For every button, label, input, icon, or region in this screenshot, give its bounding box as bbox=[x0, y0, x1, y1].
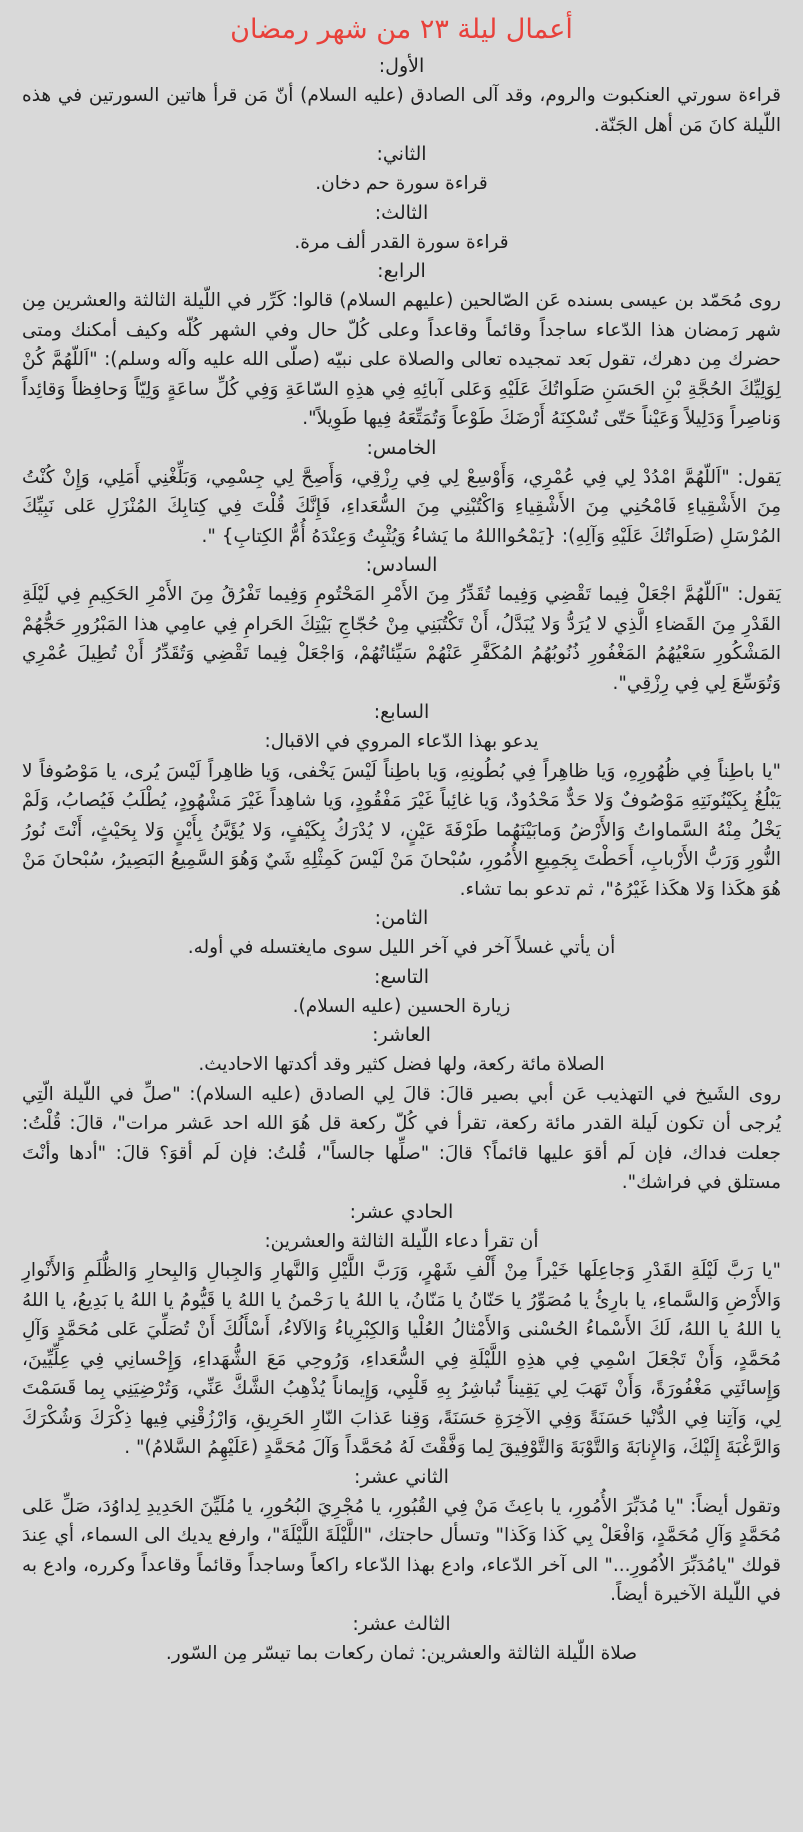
section-label: الرابع: bbox=[377, 260, 426, 282]
section-paragraph: أن يأتي غسلاً آخر في آخر الليل سوى مايغتسله في أوله. bbox=[187, 937, 616, 958]
section-label: الأول: bbox=[378, 55, 425, 77]
section-label: الخامس: bbox=[366, 436, 437, 459]
section-label: السابع: bbox=[373, 701, 430, 723]
section-paragraph: "يا باطِناً فِي ظُهُورِهِ، وَيا ظاهِراً فِي بُطُونِهِ، وَيا باطِناً لَيْسَ يَخْفى، وَيا ظاهِراً لَيْسَ يُرى، يا مَوْصُوفاً لا يَبْلُغُ بِكَيْنُونَتِهِ مَوْصُوفٌ وَلا حَدٌّ مَحْدُودٌ، وَيا غائِباً غَيْرَ مَفْقُودٍ، وَيا شاهِداً غَيْرَ مَشْهُودٍ، يُطْلَبُ فَيُصابُ، وَلَمْ يَخْلُ مِنْهُ السَّماواتُ وَالأَرْضُ وَمابَيْنَهُما طَرْفَةَ عَيْنٍ، لا يُدْرَكُ بِكَيْفٍ، وَلا يُؤَيَّنُ بِأَيْنٍ وَلا بِحَيْثٍ، أَنْتَ نُورُ النُّورِ وَرَبُّ الأَرْبابِ، أَحَطْتَ بِجَمِيعِ الأُمُورِ، سُبْحانَ مَنْ لَيْسَ كَمِثْلِهِ شَيٌ وَهُوَ السَّمِيعُ البَصِيرُ، سُبْحانَ مَنْ هُوَ هكَذا وَلا هكَذا غَيْرُهُ"، ثم تدعو بما تشاء. bbox=[22, 760, 781, 900]
section-paragraph: وتقول أيضاً: "يا مُدَبِّرَ الأُمُورِ، يا باعِثَ مَنْ فِي القُبُورِ، يا مُجْرِيَ البُحُورِ، يا مُلَيِّنَ الحَدِيدِ لِداوُدَ، صَلِّ عَلى مُحَمَّدٍ وَآلِ مُحَمَّدٍ، وَافْعَلْ بِي كَذا وَكَذا" وتسأل حاجتك، "اللَّيْلَةَ اللَّيْلَةَ"، وارفع يديك الى السماء، أي عِندَ قولك "يامُدَبِّرَ الاُمُورِ..." الى آخر الدّعاء، وادع بهذا الدّعاء راكعاً وساجداً وقائماً وقاعداً وكرره، وادع به في اللّيلة الآخيرة أيضاً. bbox=[22, 1495, 781, 1605]
section-label: الثاني: bbox=[376, 143, 427, 165]
section-paragraph: قراءة سورتي العنكبوت والروم، وقد آلى الصادق (عليه السلام) أنّ مَن قرأ هاتين السورتين في هذه اللّيلة كانَ مَن أهل الجَنّة. bbox=[22, 85, 781, 136]
section-paragraph: يدعو بهذا الدّعاء المروي في الاقبال: bbox=[264, 731, 539, 752]
section-paragraph: قراءة سورة حم دخان. bbox=[315, 173, 488, 194]
section-label: الثالث عشر: bbox=[352, 1612, 451, 1635]
section-paragraph: الصلاة مائة ركعة، ولها فضل كثير وقد أكدتها الاحاديث. bbox=[198, 1054, 605, 1075]
section-label: الحادي عشر: bbox=[349, 1200, 454, 1223]
page-title: أعمال ليلة ٢٣ من شهر رمضان bbox=[230, 14, 573, 45]
section-paragraph: صلاة اللّيلة الثالثة والعشرين: ثمان ركعات بما تيسّر مِن السّور. bbox=[165, 1642, 638, 1664]
section-label: العاشر: bbox=[372, 1024, 431, 1046]
section-paragraph: يَقول: "اَللّهُمَّ امْدُدْ لِي فِي عُمْرِي، وَأَوْسِعْ لِي فِي رِزْقِي، وَأَصِحَّ لِي جِسْمِي، وَبَلِّغْنِي أَمَلِي، وَإِنْ كُنْتُ مِنَ الأَشْقِياءِ فَامْحُنِي مِنَ الأَشْقِياءِ وَاكْتُبْنِي مِنَ السُّعَداءِ، فَإِنَّكَ قُلْتَ فِي كِتابِكَ المُنْزَلِ عَلى نَبِيِّكَ المُرْسَلِ (صَلَواتُكَ عَلَيْهِ وَآلِهِ): {يَمْحُوااللهُ ما يَشاءُ وَيُثْبِتُ وَعِنْدَهُ أُمُّ الكِتابِ} ". bbox=[22, 466, 781, 547]
document-body bbox=[22, 52, 781, 1668]
section-label: الثالث: bbox=[374, 201, 429, 224]
section-label: الثامن: bbox=[374, 907, 429, 929]
section-paragraph: روى الشَيخ في التهذيب عَن أبي بصير قالَ: قالَ لِي الصادق (عليه السلام): "صلِّ في اللّيلة الّتِي يُرجى أن تكون لَيلة القدر مائة ركعة، تقرأ في كُلّ ركعة قل هُوَ الله احد عَشر مرات"، قالَ: قُلْتُ: جعلت فداك، فإن لَم أقوَ عليها قائماً؟ قالَ: "صلِّها جالساً"، قُلتُ: فإن لَم أقوَ؟ قالَ: "أدها وأنْتَ مستلق في فراشك". bbox=[22, 1083, 781, 1193]
section-paragraph: زيارة الحسين (عليه السلام). bbox=[292, 995, 511, 1017]
section-paragraph: يَقول: "اَللّهُمَّ اجْعَلْ فِيما تَقْضِي وَفِيما تُقَدِّرُ مِنَ الأَمْرِ المَحْتُومِ وَفِيما تَفْرُقُ مِنَ الأَمْرِ الحَكِيمِ فِي لَيْلَةِ القَدْرِ مِنَ القَضاءِ الَّذِي لا يُرَدُّ وَلا يُبَدَّلُ، أَنْ تَكْتُبَنِي مِنْ حُجّاجِ بَيْتِكَ الحَرامِ فِي عامِي هذا المَبْرُورِ حَجُّهُمْ المَشْكُورِ سَعْيُهُمُ المَغْفُورِ ذُنُوبُهُمُ المُكَفَّرِ عَنْهُمْ سَيِّئاتُهُمْ، وَاجْعَلْ فِيما تَقْضِي وَتُقَدِّرُ أَنْ تُطِيلَ عُمْرِي وَتُوَسِّعَ لِي فِي رِزْقِي". bbox=[22, 584, 781, 694]
section-paragraph: روى مُحَمّد بن عيسى بسنده عَن الصّالحين (عليهم السلام) قالوا: كَرِّر في اللّيلة الثالثة والعشرين مِن شهر رَمضان هذا الدّعاء ساجداً وقائماً وقاعداً وعلى كُلّ حال وفي الشهر كُلّه وكيف أمكنك ومتى حضرك مِن دهرك، تقول بَعد تمجيده تعالى والصلاة على نبيّه (صلّى الله عليه وآله وسلم): "اَللّهُمَّ كُنْ لِوَلِيِّكَ الحُجَّةِ بْنِ الحَسَنِ صَلَواتُكَ عَلَيْهِ وَعَلى آبائِهِ فِي هذِهِ السّاعَةِ وَفِي كُلِّ ساعَةٍ وَلِيّاً وَحافِظاً وَقائِداً وَناصِراً وَدَلِيلاً وَعَيْناً حَتّى تُسْكِنَهُ أَرْضَكَ طَوْعاً وَتُمَتِّعَهُ فِيها طَوِيلاً". bbox=[22, 290, 781, 429]
section-label: التاسع: bbox=[373, 965, 430, 988]
section-paragraph: قراءة سورة القدر ألف مرة. bbox=[294, 231, 509, 253]
section-label: السادس: bbox=[365, 554, 438, 576]
section-paragraph: "يا رَبَّ لَيْلَةِ القَدْرِ وَجاعِلَها خَيْراً مِنْ أَلْفِ شَهْرٍ، وَرَبَّ اللَّيْلِ وَالنَّهارِ وَالجِبالِ وَالبِحارِ وَالظُّلَمِ وَالأَنْوارِ وَالأَرْضِ وَالسَّماءِ، يا بارِئُ يا مُصَوِّرُ يا حَنّانُ يا مَنّانُ، يا اللهُ يا رَحْمنُ يا اللهُ يا قَيُّومُ يا اللهُ يا بَدِيعُ، يا اللهُ يا اللهُ يا اللهُ، لَكَ الأَسْماءُ الحُسْنى وَالأَمْثالُ العُلْيا وَالكِبْرِياءُ وَالآلاءُ، أَسْأَلُكَ أَنْ تُصَلِّيَ عَلى مُحَمَّدٍ وَآلِ مُحَمَّدٍ، وَأَنْ تَجْعَلَ اسْمِي فِي هذِهِ اللَّيْلَةِ فِي السُّعَداءِ، وَرُوحِي مَعَ الشُّهَداءِ، وَإِحْسانِي فِي عِلِّيِّينَ، وَإِسائَتِي مَغْفُورَةً، وَأَنْ تَهَبَ لِي يَقِيناً تُباشِرُ بِهِ قَلْبِي، وَإِيماناً يُذْهِبُ الشَّكَّ عَنِّي، وَتُرْضِيَنِي بِما قَسَمْتَ لِي، وَآتِنا فِي الدُّنْيا حَسَنَةً وَفِي الآخِرَةِ حَسَنَةً، وَقِنا عَذابَ النّارِ الحَرِيقِ، وَارْزُقْنِي فِيها ذِكْرَكَ وَشُكْرَكَ وَالرَّغْبَةَ إِلَيْكَ، وَالإِنابَةَ وَالتَّوْبَةَ وَالتَّوْفِيقَ لِما وَفَّقْتَ لَهُ مُحَمَّداً وَآلَ مُحَمَّدٍ (عَلَيْهِمُ السَّلامُ)" . bbox=[22, 1260, 781, 1458]
section-paragraph: أن تقرأ دعاء اللّيلة الثالثة والعشرين: bbox=[264, 1230, 539, 1252]
section-label: الثاني عشر: bbox=[354, 1465, 449, 1488]
